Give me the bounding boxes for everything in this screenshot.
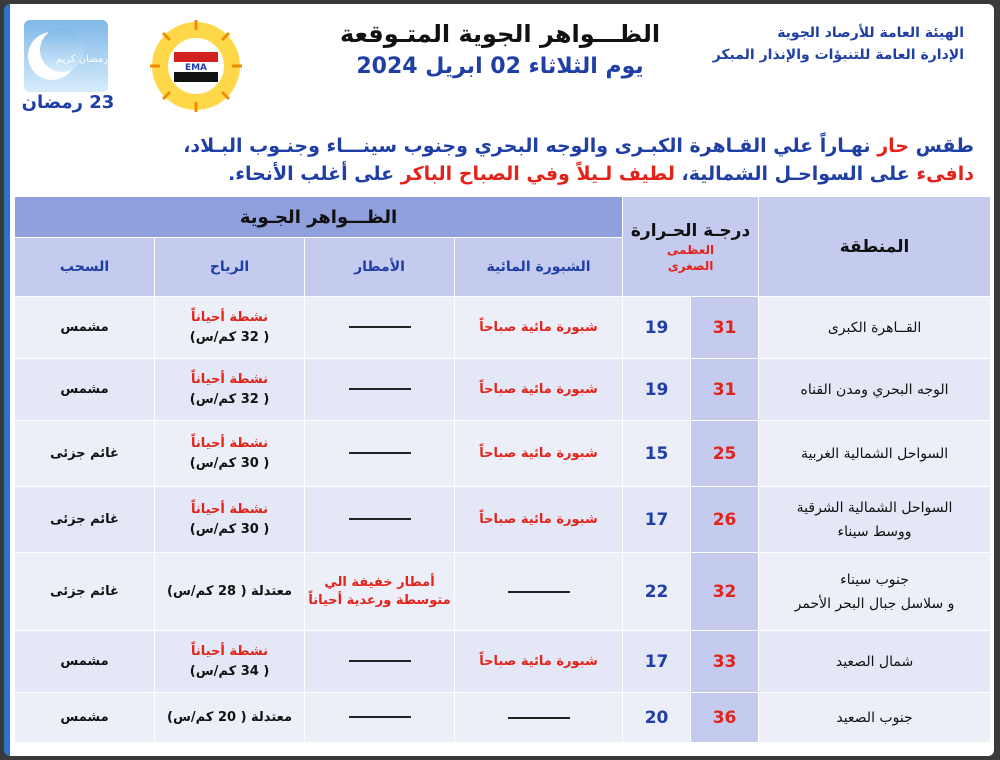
- region-name: جنوب الصعيد: [836, 709, 913, 726]
- ema-logo-text: EMA: [184, 63, 208, 73]
- cell-rain: [305, 693, 455, 743]
- cell-wind: [155, 297, 305, 359]
- summary-part: نهـاراً علي القـاهرة الكبـرى والوجه البحري وجنوب سينـــاء وجنـوب البـلاد،: [183, 135, 878, 157]
- header-temp-label: درجـة الحـرارة: [630, 220, 751, 241]
- region-name: شمال الصعيد: [835, 653, 914, 670]
- summary-warm: دافىء: [916, 163, 974, 185]
- cell-fog: [455, 553, 623, 631]
- cell-temp-min: 17: [623, 487, 691, 553]
- header-region: المنطقة: [759, 197, 991, 297]
- cell-temp-min: 22: [623, 553, 691, 631]
- cell-temp-min: 19: [623, 359, 691, 421]
- cell-rain: [305, 553, 455, 631]
- cell-temp-max: 32: [691, 553, 759, 631]
- fog-value: شبورة مائية صباحاً: [479, 446, 598, 461]
- cell-clouds: مشمس: [15, 297, 155, 359]
- cell-wind: [155, 693, 305, 743]
- cell-rain: [305, 631, 455, 693]
- cell-region: [759, 421, 991, 487]
- cell-fog: [455, 693, 623, 743]
- ramadan-crescent-logo: [22, 18, 110, 94]
- wind-status: نشطة أحياناً: [191, 501, 269, 517]
- cell-region: [759, 359, 991, 421]
- region-name: القــاهرة الكبرى: [827, 319, 922, 336]
- cell-fog: [455, 487, 623, 553]
- cell-temp-max: 36: [691, 693, 759, 743]
- organization: [713, 22, 964, 66]
- cell-region: [759, 693, 991, 743]
- cell-clouds: مشمس: [15, 359, 155, 421]
- forecast-summary: [24, 132, 974, 188]
- fog-value: شبورة مائية صباحاً: [479, 382, 598, 397]
- header-center: [290, 20, 710, 79]
- header-wind: الرياح: [155, 238, 305, 297]
- header-temp-min: الصغرى: [667, 258, 714, 273]
- cell-clouds: غائم جزئى: [15, 487, 155, 553]
- cell-region: [759, 297, 991, 359]
- cell-temp-max: 26: [691, 487, 759, 553]
- cell-rain: [305, 487, 455, 553]
- cell-fog: [455, 421, 623, 487]
- cell-temp-min: 17: [623, 631, 691, 693]
- fog-value: شبورة مائية صباحاً: [479, 512, 598, 527]
- region-name-line2: ووسط سيناء: [837, 523, 912, 540]
- wind-status: نشطة أحياناً: [191, 309, 269, 325]
- cell-region: [759, 631, 991, 693]
- wind-speed: ( 32 كم/س): [189, 329, 270, 345]
- cell-clouds: غائم جزئى: [15, 553, 155, 631]
- cell-temp-max: 33: [691, 631, 759, 693]
- header-temp-max: العظمى: [666, 242, 715, 257]
- summary-mild: لطيف لـيلاً وفي الصباح الباكر: [400, 163, 675, 185]
- cell-fog: [455, 359, 623, 421]
- wind-status: نشطة أحياناً: [191, 643, 269, 659]
- region-name: الوجه البحري ومدن القناه: [800, 381, 949, 398]
- org-line-1: الهيئة العامة للأرصاد الجوية: [777, 25, 964, 41]
- cell-wind: [155, 359, 305, 421]
- header-clouds: السحب: [15, 238, 155, 297]
- cell-temp-max: 25: [691, 421, 759, 487]
- region-name: السواحل الشمالية الغربية: [800, 445, 949, 462]
- no-value-dash: [349, 388, 411, 390]
- no-value-dash: [349, 660, 411, 662]
- wind-speed: ( 34 كم/س): [189, 663, 270, 679]
- header-rain: الأمطار: [305, 238, 455, 297]
- region-name: جنوب سيناء: [840, 571, 909, 588]
- page-title: الظـــواهر الجوية المتـوقعة: [339, 20, 661, 48]
- table-row: [15, 631, 991, 693]
- org-line-2: الإدارة العامة للتنبؤات والإنذار المبكر: [712, 47, 964, 63]
- cell-region: [759, 487, 991, 553]
- header-temperature: [623, 197, 759, 297]
- ramadan-day: 23 رمضان: [21, 92, 115, 113]
- wind-speed: ( 30 كم/س): [189, 521, 270, 537]
- table-row: [15, 553, 991, 631]
- forecast-page: [4, 4, 994, 756]
- cell-region: [759, 553, 991, 631]
- cell-temp-max: 31: [691, 359, 759, 421]
- wind-speed: معتدلة ( 20 كم/س): [167, 709, 293, 725]
- cell-wind: [155, 631, 305, 693]
- region-name: السواحل الشمالية الشرقية: [796, 499, 953, 516]
- no-value-dash: [349, 326, 411, 328]
- summary-part: على أغلب الأنحاء.: [228, 163, 401, 185]
- cell-clouds: مشمس: [15, 631, 155, 693]
- cell-fog: [455, 297, 623, 359]
- cell-rain: [305, 421, 455, 487]
- wind-speed: معتدلة ( 28 كم/س): [167, 583, 293, 599]
- no-value-dash: [349, 518, 411, 520]
- summary-hot: حار: [877, 135, 909, 157]
- ramadan-logo-text: رمضان كريم: [55, 54, 109, 65]
- cell-wind: [155, 553, 305, 631]
- wind-speed: ( 32 كم/س): [189, 391, 270, 407]
- cell-temp-min: 15: [623, 421, 691, 487]
- forecast-table: [14, 196, 991, 743]
- cell-temp-max: 31: [691, 297, 759, 359]
- cell-fog: [455, 631, 623, 693]
- wind-status: نشطة أحياناً: [191, 371, 269, 387]
- summary-part: طقس: [908, 135, 974, 157]
- fog-value: شبورة مائية صباحاً: [479, 320, 598, 335]
- wind-speed: ( 30 كم/س): [189, 455, 270, 471]
- cell-wind: [155, 487, 305, 553]
- wind-status: نشطة أحياناً: [191, 435, 269, 451]
- forecast-date: يوم الثلاثاء 02 ابريل 2024: [356, 54, 644, 79]
- header-fog: الشبورة المائية: [455, 238, 623, 297]
- header-phenomena: الظـــواهر الجـوية: [15, 197, 623, 238]
- cell-temp-min: 19: [623, 297, 691, 359]
- cell-rain: [305, 297, 455, 359]
- cell-rain: [305, 359, 455, 421]
- no-value-dash: [508, 591, 570, 593]
- ema-sun-logo: [148, 18, 244, 114]
- cell-clouds: مشمس: [15, 693, 155, 743]
- region-name-line2: و سلاسل جبال البحر الأحمر: [794, 595, 955, 612]
- table-row: [15, 421, 991, 487]
- cell-clouds: غائم جزئى: [15, 421, 155, 487]
- no-value-dash: [349, 452, 411, 454]
- fog-value: شبورة مائية صباحاً: [479, 654, 598, 669]
- no-value-dash: [508, 717, 570, 719]
- no-value-dash: [349, 716, 411, 718]
- table-row: [15, 693, 991, 743]
- table-row: [15, 359, 991, 421]
- cell-temp-min: 20: [623, 693, 691, 743]
- table-row: [15, 487, 991, 553]
- rain-value: أمطار خفيفة الي متوسطة ورعدية أحياناً: [308, 574, 451, 608]
- summary-part: على السواحـل الشمالية،: [674, 163, 917, 185]
- table-row: [15, 297, 991, 359]
- cell-wind: [155, 421, 305, 487]
